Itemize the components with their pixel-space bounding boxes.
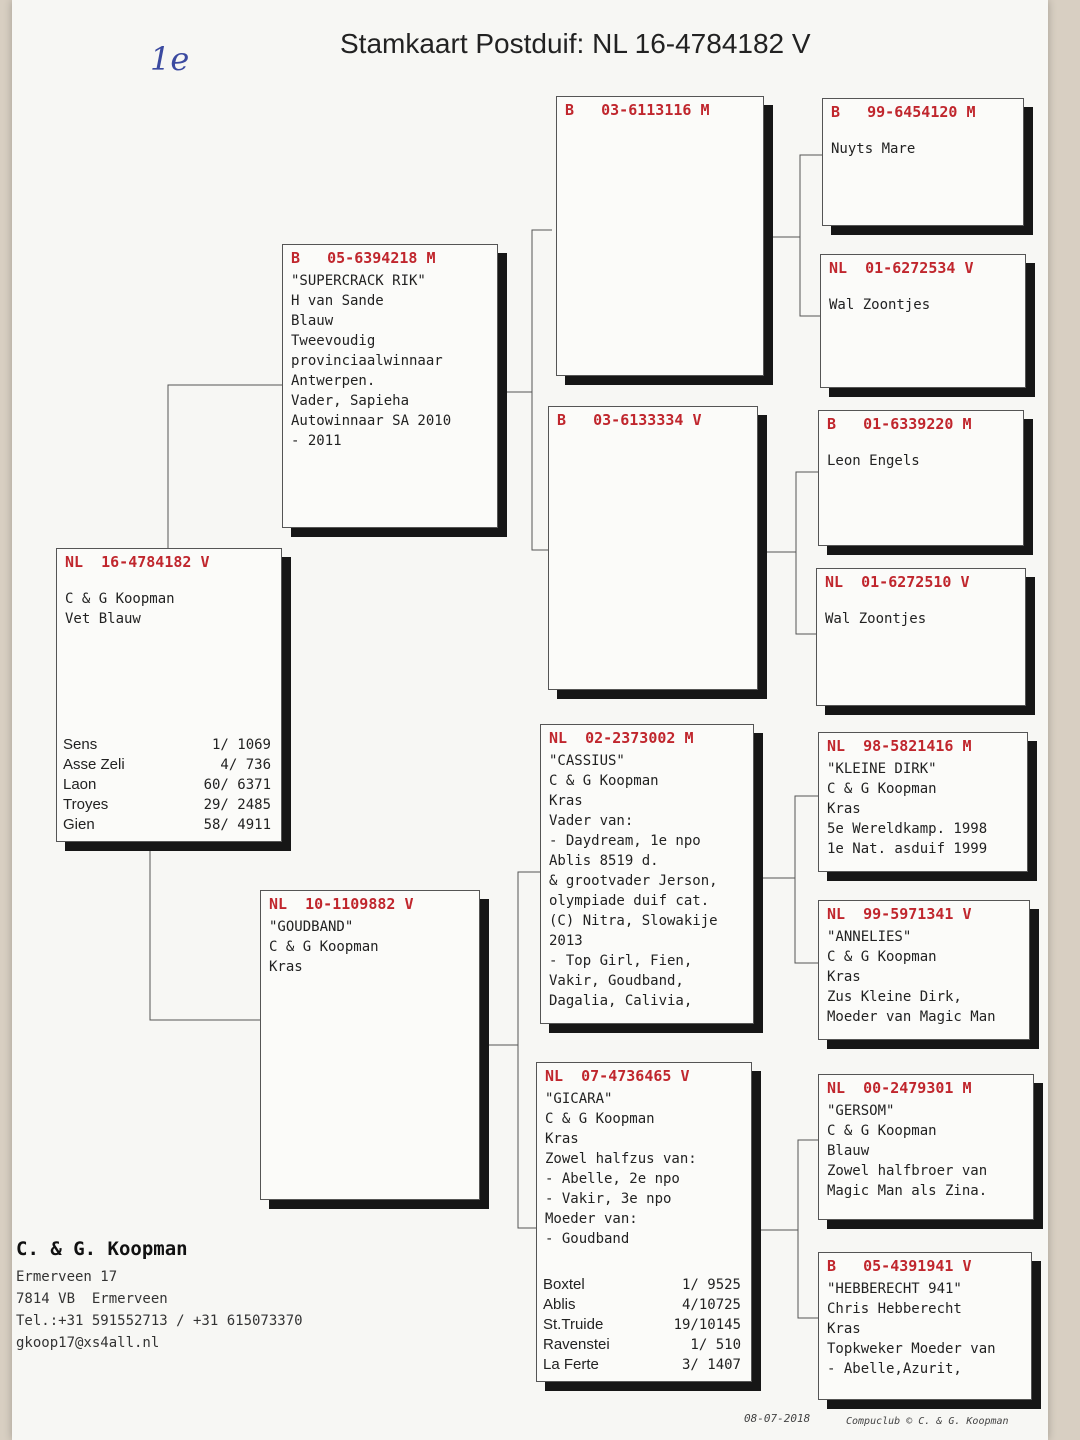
card-line: "KLEINE DIRK" [827,761,937,777]
ring-number: B 99-6454120 M [831,103,976,121]
ring-number: B 01-6339220 M [827,415,972,433]
card-line: Dagalia, Calivia, [549,993,693,1009]
card-line: olympiade duif cat. [549,893,710,909]
page-title: Stamkaart Postduif: NL 16-4784182 V [340,28,811,59]
race-result-row: Ravenstei 1/ 510 [543,1336,741,1353]
card-line: "HEBBERECHT 941" [827,1281,962,1297]
card-line: Vet Blauw [65,611,141,627]
card-line: Zus Kleine Dirk, [827,989,962,1005]
card-line: Vader, Sapieha [291,393,410,409]
race-result-row: St.Truide 19/10145 [543,1316,741,1333]
race-result-row: Boxtel 1/ 9525 [543,1276,741,1293]
card-line: Kras [269,959,303,975]
ring-number: B 03-6113116 M [565,101,710,119]
great-grandparent-card-mfm[interactable] [818,900,1030,1040]
email-line[interactable]: gkoop17@xs4all.nl [16,1335,160,1351]
ring-number: NL 02-2373002 M [549,729,694,747]
card-line: Chris Hebberecht [827,1301,962,1317]
card-line: - Goudband [545,1231,630,1247]
card-line: Antwerpen. [291,373,376,389]
great-grandparent-card-fmm[interactable] [816,568,1026,706]
card-line: C & G Koopman [549,773,659,789]
card-line: Moeder van Magic Man [827,1009,996,1025]
card-line: (C) Nitra, Slowakije [549,913,718,929]
phone-line: Tel.:+31 591552713 / +31 615073370 [16,1313,303,1329]
great-grandparent-card-ffm[interactable] [820,254,1026,388]
card-line: 1e Nat. asduif 1999 [827,841,988,857]
mother-card[interactable] [260,890,480,1200]
card-line: Zowel halfzus van: [545,1151,697,1167]
ring-number: NL 01-6272534 V [829,259,974,277]
card-line: C & G Koopman [269,939,379,955]
handwritten-note: 1e [150,40,190,78]
ring-number: NL 99-5971341 V [827,905,972,923]
card-line: Ablis 8519 d. [549,853,659,869]
paternal-grandmother-card[interactable] [548,406,758,690]
race-result-row: Troyes 29/ 2485 [63,796,271,813]
card-line: Leon Engels [827,453,920,469]
ring-number: NL 10-1109882 V [269,895,414,913]
card-line: Tweevoudig [291,333,376,349]
card-line: "GOUDBAND" [269,919,354,935]
breeder-name: C. & G. Koopman [16,1238,188,1260]
card-line: Blauw [827,1143,870,1159]
card-line: Wal Zoontjes [829,297,931,313]
address-line: 7814 VB Ermerveen [16,1291,168,1307]
card-line: Zowel halfbroer van [827,1163,988,1179]
race-result-row: La Ferte 3/ 1407 [543,1356,741,1373]
card-line: "SUPERCRACK RIK" [291,273,426,289]
maternal-grandmother-card[interactable] [536,1062,752,1382]
card-line: - Top Girl, Fien, [549,953,693,969]
subject-pigeon-card[interactable] [56,548,282,842]
maternal-grandfather-card[interactable] [540,724,754,1024]
card-line: C & G Koopman [827,949,937,965]
card-line: Kras [827,1321,861,1337]
card-line: - 2011 [291,433,342,449]
card-line: Nuyts Mare [831,141,916,157]
card-line: C & G Koopman [827,1123,937,1139]
race-result-row: Gien 58/ 4911 [63,816,271,833]
race-results [543,1275,741,1375]
great-grandparent-card-fff[interactable] [822,98,1024,226]
card-line: Vader van: [549,813,634,829]
great-grandparent-card-mff[interactable] [818,732,1028,872]
card-line: - Abelle, 2e npo [545,1171,680,1187]
race-result-row: Ablis 4/10725 [543,1296,741,1313]
race-result-row: Laon 60/ 6371 [63,776,271,793]
card-line: Blauw [291,313,334,329]
card-line: 2013 [549,933,583,949]
card-line: H van Sande [291,293,384,309]
card-line: Autowinnaar SA 2010 [291,413,452,429]
ring-number: NL 16-4784182 V [65,553,210,571]
ring-number: NL 98-5821416 M [827,737,972,755]
race-results [63,735,271,835]
card-line: Magic Man als Zina. [827,1183,988,1199]
card-line: C & G Koopman [545,1111,655,1127]
card-line: - Abelle,Azurit, [827,1361,962,1377]
card-line: Vakir, Goudband, [549,973,684,989]
great-grandparent-card-fmf[interactable] [818,410,1024,546]
card-line: 5e Wereldkamp. 1998 [827,821,988,837]
paternal-grandfather-card[interactable] [556,96,764,376]
card-line: "GICARA" [545,1091,613,1107]
ring-number: NL 07-4736465 V [545,1067,690,1085]
race-result-row: Sens 1/ 1069 [63,736,271,753]
great-grandparent-card-mmf[interactable] [818,1074,1034,1220]
card-line: Kras [827,801,861,817]
father-card[interactable] [282,244,498,528]
card-line: Moeder van: [545,1211,638,1227]
card-line: C & G Koopman [827,781,937,797]
card-line: Kras [545,1131,579,1147]
card-line: "ANNELIES" [827,929,912,945]
breeder-contact [16,1238,303,1354]
card-line: "CASSIUS" [549,753,625,769]
ring-number: B 05-4391941 V [827,1257,972,1275]
print-credit: Compuclub © C. & G. Koopman [846,1416,1009,1427]
card-line: "GERSOM" [827,1103,895,1119]
card-line: Topkweker Moeder van [827,1341,996,1357]
print-date: 08-07-2018 [744,1412,811,1425]
card-line: - Vakir, 3e npo [545,1191,672,1207]
card-line: C & G Koopman [65,591,175,607]
ring-number: NL 01-6272510 V [825,573,970,591]
ring-number: B 05-6394218 M [291,249,436,267]
great-grandparent-card-mmm[interactable] [818,1252,1032,1400]
card-line: Kras [827,969,861,985]
card-line: Kras [549,793,583,809]
card-line: provinciaalwinnaar [291,353,443,369]
ring-number: NL 00-2479301 M [827,1079,972,1097]
card-line: Wal Zoontjes [825,611,927,627]
card-line: - Daydream, 1e npo [549,833,701,849]
race-result-row: Asse Zeli 4/ 736 [63,756,271,773]
card-line: & grootvader Jerson, [549,873,718,889]
ring-number: B 03-6133334 V [557,411,702,429]
address-line: Ermerveen 17 [16,1269,118,1285]
